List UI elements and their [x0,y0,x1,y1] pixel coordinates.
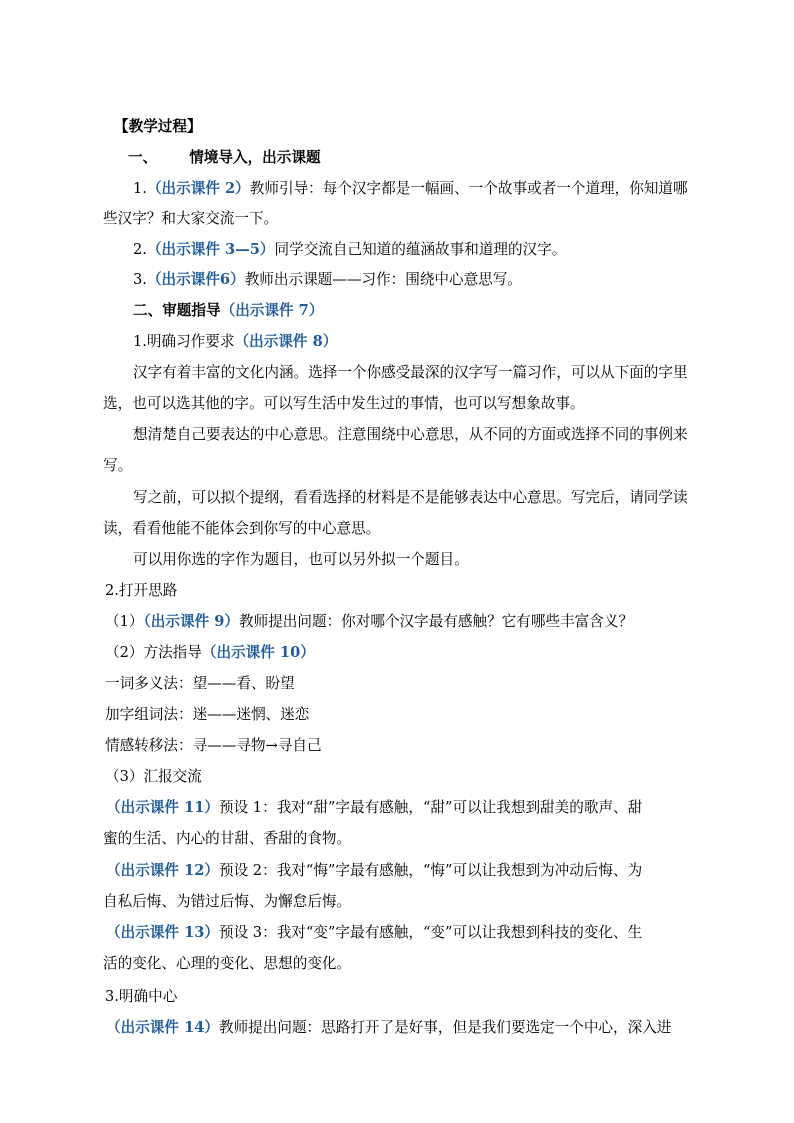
courseware-ref: （出示课件 12） [106,862,219,879]
example-2: （出示课件 12）预设 2：我对“悔”字最有感触，“悔”可以让我想到为冲动后悔、为 [106,862,643,879]
question-2: （2）方法指导（出示课件 10） [105,644,315,661]
example-2-cont: 自私后悔、为错过后悔、为懈怠后悔。 [103,893,352,910]
example-4: （出示课件 14）教师提出问题：思路打开了是好事，但是我们要选定一个中心，深入进 [106,1019,672,1036]
requirement-3: 写之前，可以拟个提纲，看看选择的材料是不是能够表达中心意思。写完后，请同学读 [133,489,688,506]
subheading-1: 1.明确习作要求（出示课件 8） [133,333,338,350]
paragraph-1-cont: 些汉字？和大家交流一下。 [103,210,279,227]
paragraph-2: 2.（出示课件 3—5）同学交流自己知道的蕴涵故事和道理的汉字。 [133,241,567,258]
courseware-ref: （出示课件 10） [201,644,315,661]
paragraph-1: 1.（出示课件 2）教师引导：每个汉字都是一幅画、一个故事或者一个道理，你知道哪 [133,180,688,197]
requirement-2-cont: 写。 [103,457,133,474]
example-3-cont: 活的变化、心理的变化、思想的变化。 [103,955,352,972]
method-3: 情感转移法：寻——寻物→寻自己 [105,737,322,754]
requirement-4: 可以用你选的字作为题目，也可以另外拟一个题目。 [133,551,469,568]
courseware-ref: （出示课件 3—5） [146,241,275,258]
heading-1-text: 情境导入，出示课题 [189,149,321,166]
courseware-ref: （出示课件 8） [234,333,338,350]
subheading-2: 2.打开思路 [105,582,178,599]
courseware-ref: （出示课件 9） [143,613,240,630]
question-3: （3）汇报交流 [105,768,202,785]
courseware-ref: （出示课件 14） [106,1019,219,1036]
heading-2: 二、审题指导（出示课件 7） [133,302,324,319]
method-2: 加字组词法：迷——迷惘、迷恋 [105,706,310,723]
requirement-2: 想清楚自己要表达的中心意思。注意围绕中心意思，从不同的方面或选择不同的事例来 [133,426,688,443]
paragraph-3: 3.（出示课件6）教师出示课题——习作：围绕中心意思写。 [133,271,522,288]
heading-1 [128,148,321,168]
requirement-1: 汉字有着丰富的文化内涵。选择一个你感受最深的汉字写一篇习作，可以从下面的字里 [133,364,688,381]
section-title: 【教学过程】 [114,118,202,135]
example-3: （出示课件 13）预设 3：我对“变”字最有感触，“变”可以让我想到科技的变化、生 [106,924,643,941]
question-1: （1）（出示课件 9）教师提出问题：你对哪个汉字最有感触？它有哪些丰富含义？ [105,613,634,630]
method-1: 一词多义法：望——看、盼望 [105,675,295,692]
courseware-ref: （出示课件 7） [220,302,324,319]
courseware-ref: （出示课件 11） [106,799,219,816]
heading-1-number: 一、 [128,149,158,166]
subheading-3: 3.明确中心 [105,988,178,1005]
courseware-ref: （出示课件 13） [106,924,219,941]
requirement-3-cont: 读，看看他能不能体会到你写的中心意思。 [103,520,381,537]
example-1-cont: 蜜的生活、内心的甘甜、香甜的食物。 [103,830,352,847]
courseware-ref: （出示课件6） [146,271,245,288]
requirement-1-cont: 选，也可以选其他的字。可以写生活中发生过的事情，也可以写想象故事。 [103,395,585,412]
courseware-ref: （出示课件 2） [146,180,250,197]
example-1: （出示课件 11）预设 1：我对“甜”字最有感触，“甜”可以让我想到甜美的歌声、甜 [106,799,643,816]
